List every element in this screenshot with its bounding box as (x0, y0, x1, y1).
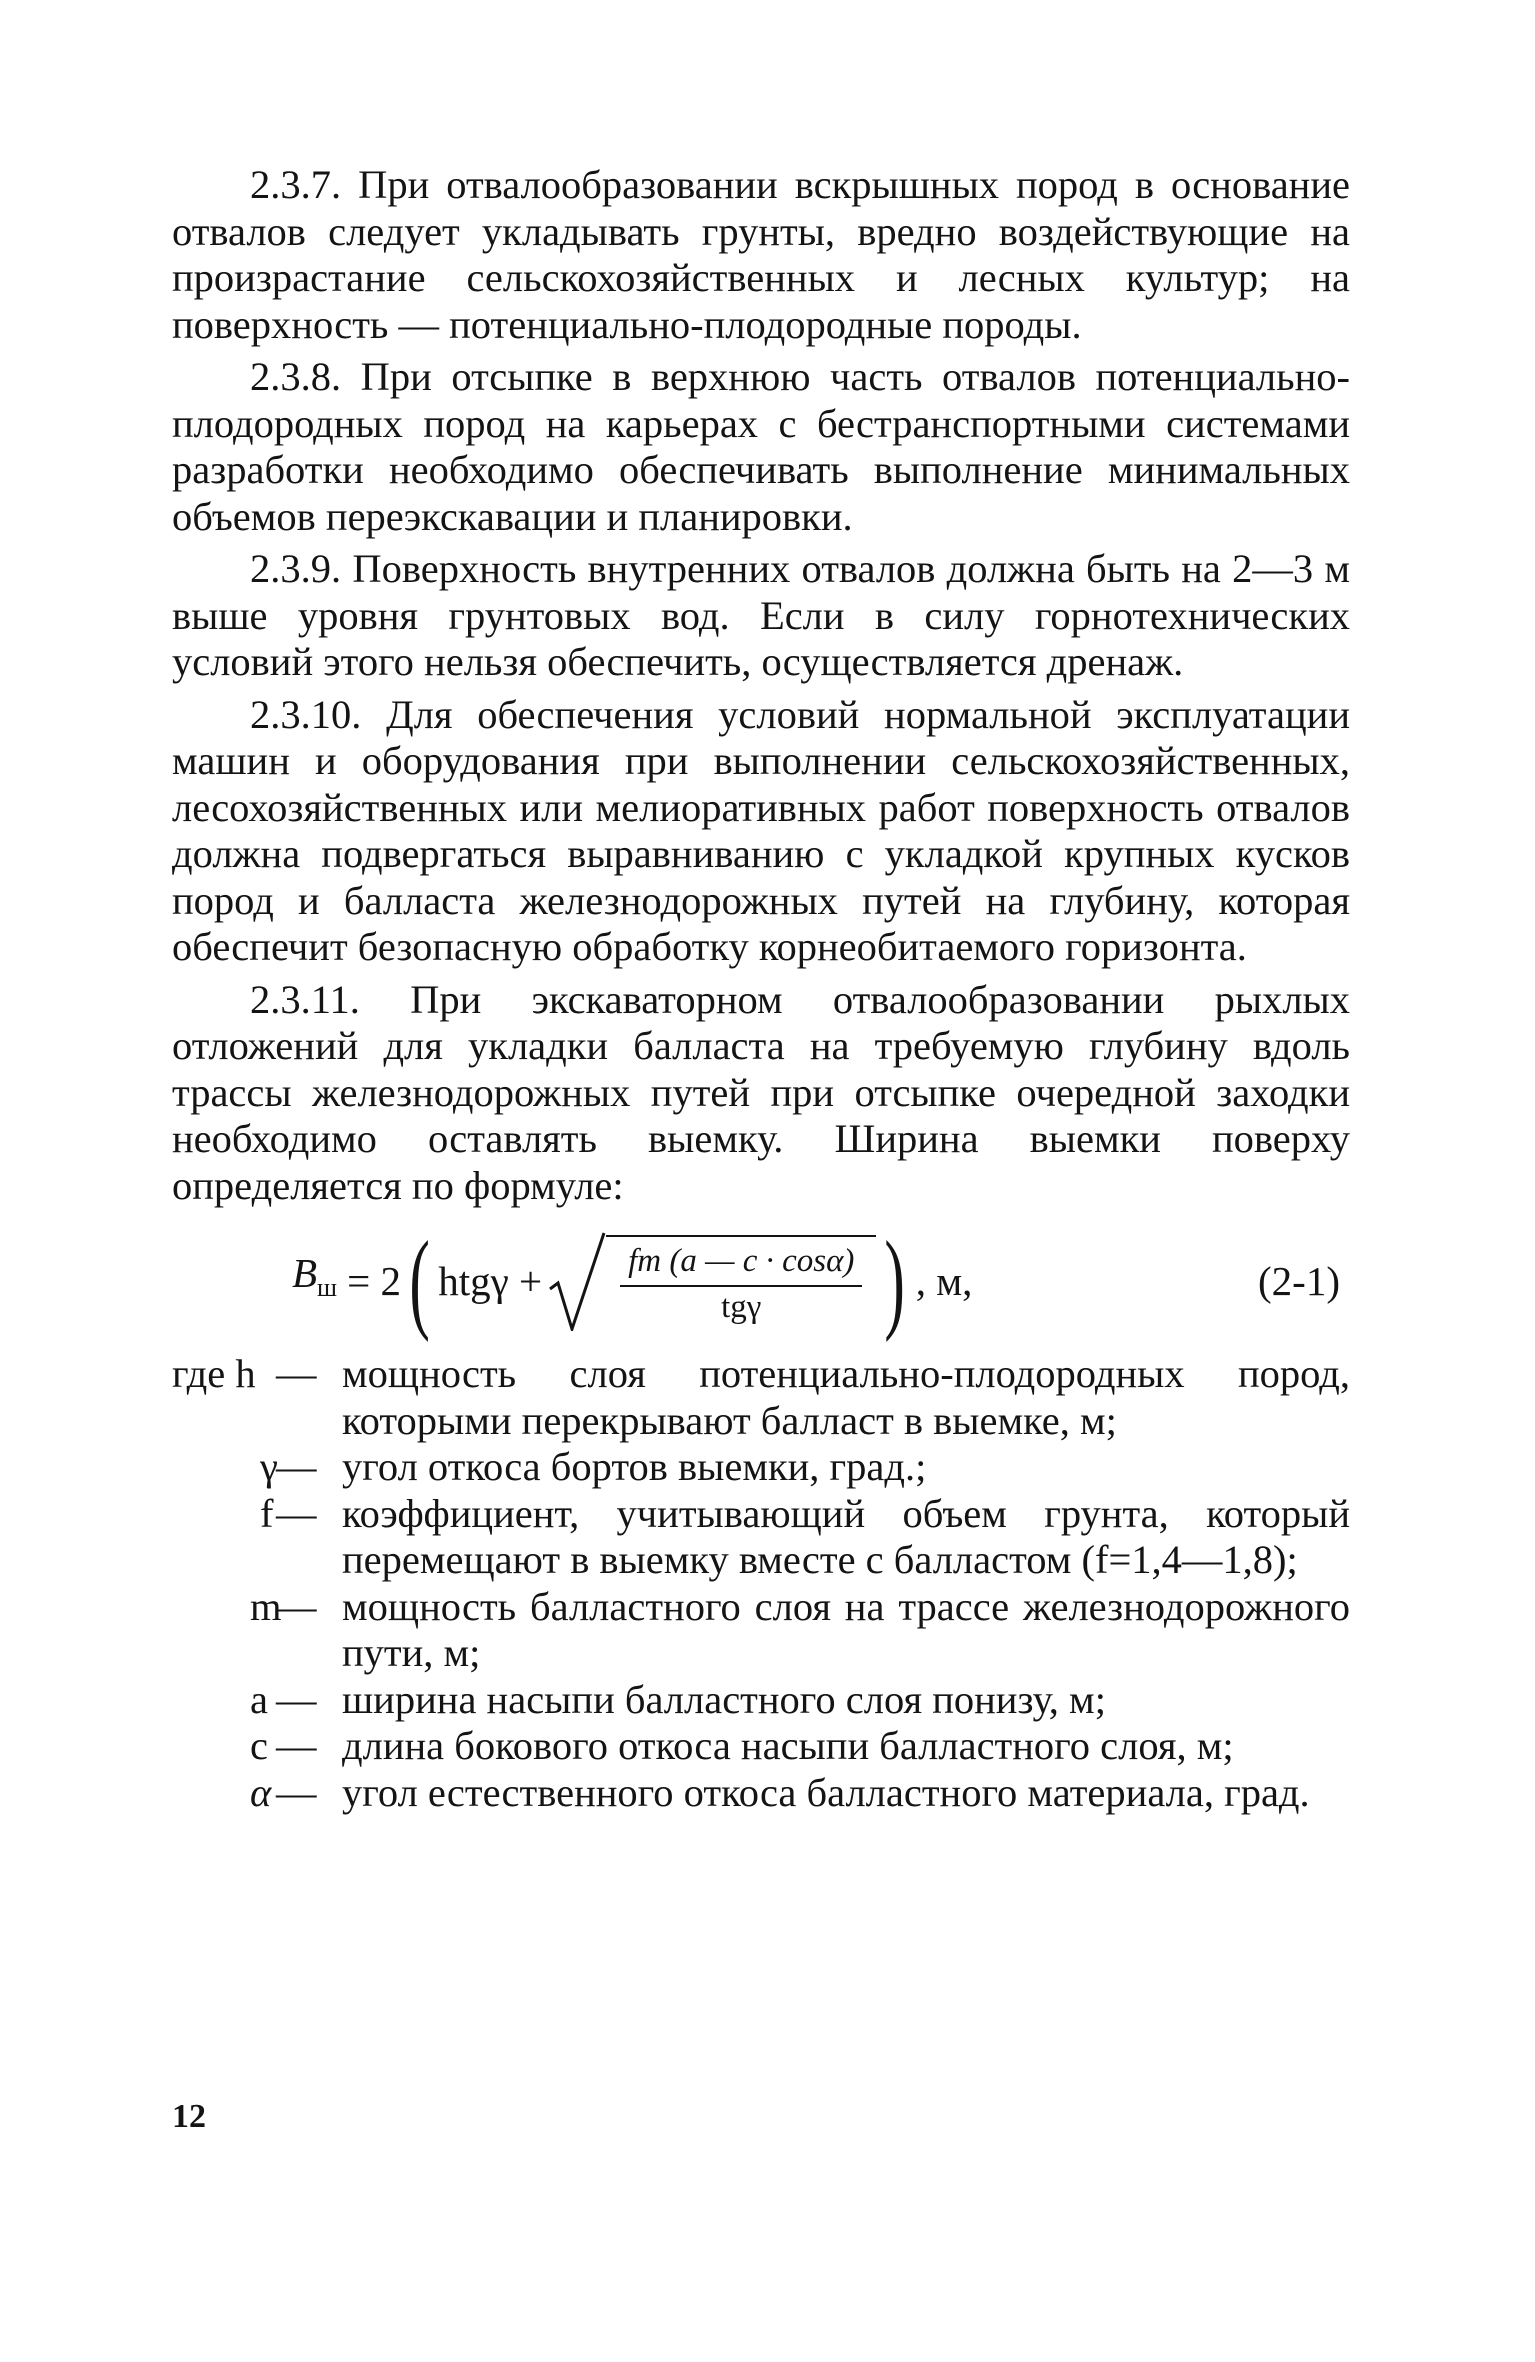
definition-text: коэффициент, учитывающий объем грунта, который перемещают в выемку вместе с балластом (f=1,4—1,8); (342, 1490, 1350, 1582)
definition-symbol: m (250, 1583, 282, 1629)
page-body (172, 162, 1350, 1816)
definition-dash: — (276, 1769, 317, 1815)
definition-symbol (172, 1351, 276, 1398)
definition-dash: — (276, 1490, 317, 1536)
formula-lhs-symbol: B (292, 1250, 318, 1297)
sqrt-sign-icon (546, 1231, 606, 1331)
definitions-list (172, 1351, 1350, 1816)
definition-f (172, 1491, 1350, 1584)
definition-symbol: a (250, 1676, 268, 1722)
definition-symbol: c (250, 1723, 268, 1768)
definition-text: мощность балластного слоя на трассе железнодорожного пути, м; (342, 1583, 1350, 1675)
definition-text: угол откоса бортов выемки, град.; (342, 1444, 927, 1489)
definition-symbol: f (260, 1490, 274, 1536)
definition-h (172, 1351, 1350, 1444)
formula-right-paren: ) (884, 1219, 906, 1343)
definition-dash: — (276, 1583, 317, 1629)
paragraph-2-3-7: 2.3.7. При отвалообразовании вскрышных пород в основание отвалов следует укладывать грунты, вредно воздействующие на произрастание сельскохозяйственных и лесных культур; на поверхность — потенциально-плодородные породы. (172, 162, 1350, 347)
paragraph-2-3-11: 2.3.11. При экскаваторном отвалообразовании рыхлых отложений для укладки балласта на требуемую глубину вдоль трассы железнодорожных путей при отсыпке очередной заходки необходимо оставлять выемку. Ширина выемки поверху определяется по формуле: (172, 976, 1350, 1208)
definition-dash: — (276, 1723, 317, 1768)
definition-symbol: γ (260, 1444, 278, 1489)
paragraph-2-3-8: 2.3.8. При отсыпке в верхнюю часть отвалов потенциально-плодородных пород на карьерах с бестранспортными системами разработки необходимо обеспечивать выполнение минимальных объемов переэкскавации и планировки. (172, 354, 1350, 539)
formula-lhs (292, 1250, 337, 1312)
definition-text: длина бокового откоса насыпи балластного слоя, м; (342, 1723, 1234, 1768)
definition-a (172, 1677, 1350, 1724)
formula-unit: , м, (915, 1257, 973, 1304)
paragraph-2-3-10: 2.3.10. Для обеспечения условий нормальной эксплуатации машин и оборудования при выполнении сельскохозяйственных, лесохозяйственных или мелиоративных работ поверхность отвалов должна подвергаться выравниванию с укладкой крупных кусков пород и балласта железнодорожных путей на глубину, которая обеспечит безопасную обработку корнеобитаемого горизонта. (172, 691, 1350, 969)
definition-symbol: α (250, 1769, 272, 1815)
definition-alpha (172, 1770, 1350, 1817)
definition-dash: — (276, 1444, 317, 1489)
formula-left-paren: ( (409, 1219, 430, 1343)
definition-text: ширина насыпи балластного слоя понизу, м; (342, 1676, 1106, 1722)
formula-2-1 (172, 1215, 1350, 1347)
formula-fraction (606, 1235, 876, 1331)
paragraph-2-3-9: 2.3.9. Поверхность внутренних отвалов должна быть на 2—3 м выше уровня грунтовых вод. Если в силу горнотехнических условий этого нельзя обеспечить, осуществляется дренаж. (172, 546, 1350, 684)
definition-text: мощность слоя потенциально-плодородных пород, которыми перекрывают балласт в выемке, м; (342, 1351, 1350, 1443)
definitions-lead: где (172, 1351, 226, 1396)
definition-dash: — (276, 1351, 317, 1396)
formula-term: htgγ + (438, 1257, 543, 1304)
formula-number: (2-1) (1258, 1257, 1340, 1304)
formula-sqrt (546, 1231, 876, 1331)
formula-denominator: tgγ (721, 1289, 762, 1325)
definition-symbol-h: h (235, 1351, 256, 1396)
page-number: 12 (172, 2098, 206, 2135)
definition-m (172, 1584, 1350, 1677)
definition-c (172, 1723, 1350, 1770)
formula-equals-two: = 2 (347, 1257, 401, 1304)
definition-dash: — (276, 1676, 317, 1722)
definition-gamma (172, 1444, 1350, 1491)
definition-text: угол естественного откоса балластного материала, град. (342, 1769, 1310, 1815)
formula-lhs-subscript: ш (317, 1273, 338, 1303)
formula-numerator: fm (a — c · cosα) (620, 1237, 862, 1287)
